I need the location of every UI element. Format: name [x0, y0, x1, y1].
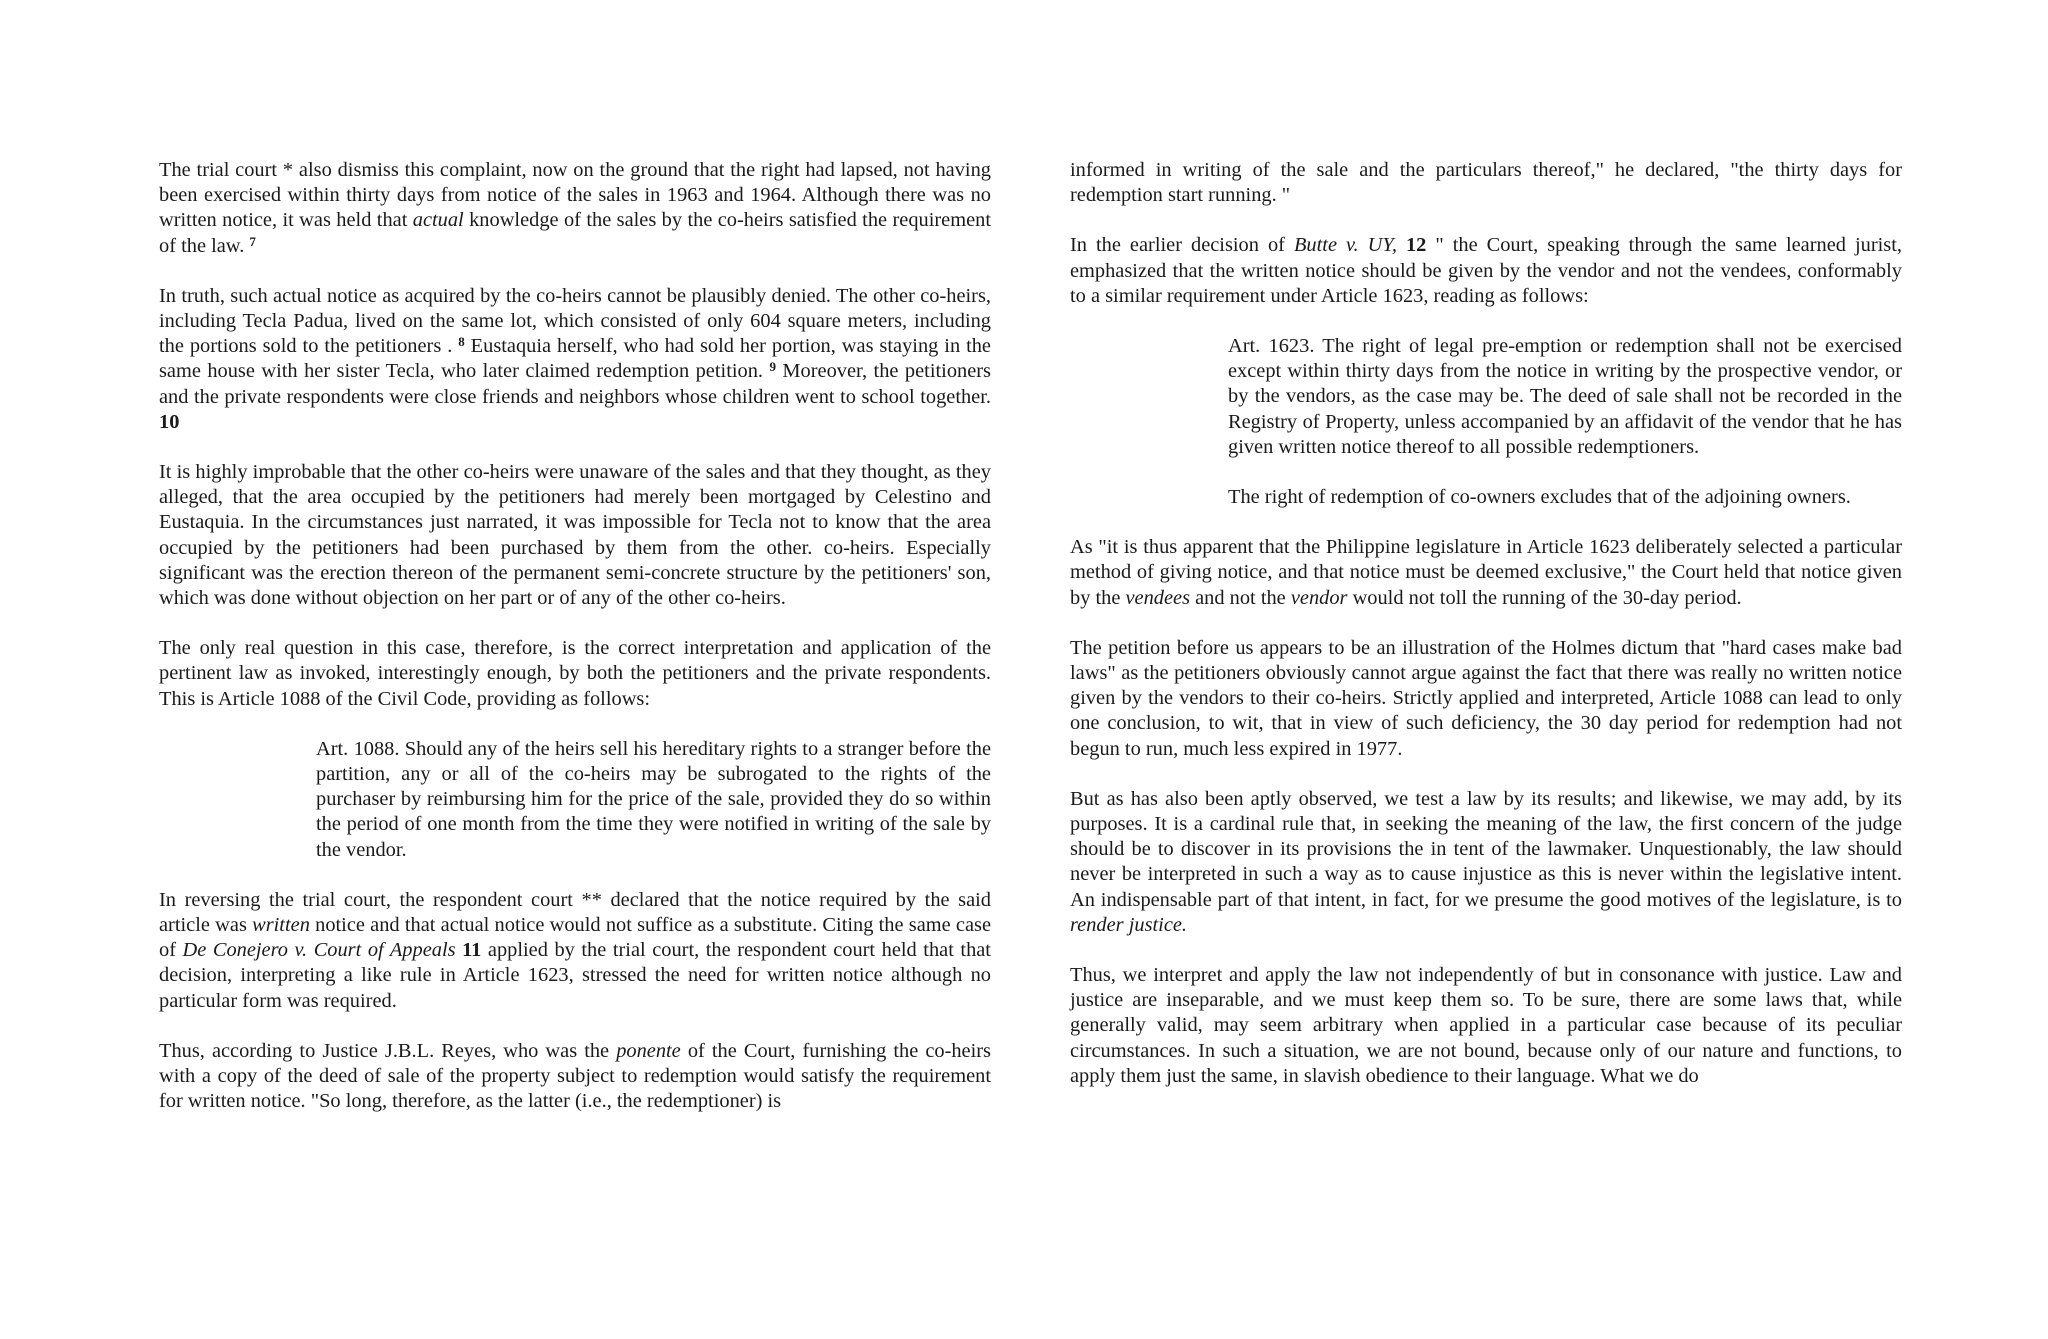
text-run: vendor — [1290, 586, 1348, 609]
paragraph — [159, 460, 991, 611]
text-run: Moreover, the petitioners and the private respondents were close friends and neighbors whose children went to school together. — [159, 360, 991, 408]
text-run: Art. 1623. The right of legal pre-emption or redemption shall not be exercised except within thirty days from the notice in writing by the prospective vendor, or by the vendors, as the case may be. The deed of sale shall not be recorded in the Registry of Property, unless accompanied by an affidavit of the vendor that he has given written notice thereof to all possible redemptioners. — [1228, 335, 1902, 458]
text-run: In reversing the trial court, the respondent court ** declared that the notice required by the said article was — [159, 888, 991, 937]
text-run: written — [252, 914, 310, 937]
text-run: In the earlier decision of — [1070, 234, 1294, 257]
text-run: " the Court, speaking through the same learned jurist, emphasized that the written notice should be given by the vendor and not the vendees, conformably to a similar requirement under Article 1623, reading as follows: — [1070, 234, 1902, 307]
text-run: of the Court, furnishing the co-heirs with a copy of the deed of sale of the property subject to redemption would satisfy the requirement for written notice. "So long, therefore, as the latter (i.e., the redemptioner) is — [159, 1039, 991, 1113]
text-run: actual — [412, 209, 464, 232]
text-run: Butte v. UY, — [1293, 234, 1397, 257]
paragraph — [1070, 963, 1902, 1089]
footnote-marker: 8 — [458, 334, 465, 350]
footnote-marker: 12 — [1405, 234, 1427, 257]
paragraph — [159, 284, 991, 435]
footnote-marker: 10 — [159, 410, 180, 433]
text-run: As "it is thus apparent that the Philippine legislature in Article 1623 deliberately selected a particular method of giving notice, and that notice must be deemed exclusive," the Court held that notice given by the — [1070, 536, 1902, 609]
paragraph — [1070, 636, 1902, 762]
text-run: informed in writing of the sale and the particulars thereof," he declared, "the thirty days for redemption start running. " — [1070, 159, 1902, 207]
text-run: Art. 1088. Should any of the heirs sell his hereditary rights to a stranger before the partition, any or all of the co-heirs may be subrogated to the rights of the purchaser by reimbursing him for the price of the sale, provided they do so within the period of one month from the time they were notified in writing of the sale by the vendor. — [316, 737, 991, 861]
text-run: De Conejero v. Court of Appeals — [182, 939, 456, 962]
paragraph — [1070, 535, 1902, 611]
footnote-marker: 9 — [769, 359, 776, 375]
paragraph — [159, 1039, 991, 1115]
text-run: render justice. — [1070, 913, 1188, 936]
text-run: The petition before us appears to be an illustration of the Holmes dictum that "hard cases make bad laws" as the petitioners obviously cannot argue against the fact that there was really no written notice given by the vendors to their co-heirs. Strictly applied and interpreted, Article 1088 can lead to only one conclusion, to wit, that in view of such deficiency, the 30 day period for redemption had not begun to run, much less expired in 1977. — [1070, 636, 1902, 760]
text-run: Thus, according to Justice J.B.L. Reyes, who was the — [159, 1039, 617, 1062]
paragraph — [1070, 233, 1902, 309]
paragraph — [1070, 158, 1902, 208]
text-run: The only real question in this case, therefore, is the correct interpretation and application of the pertinent law as invoked, interestingly enough, by both the petitioners and the private respondents. This is Article 1088 of the Civil Code, providing as follows: — [159, 637, 991, 710]
text-run: notice and that actual notice would not suffice as a substitute. Citing the same case of — [159, 914, 991, 962]
text-run: applied by the trial court, the respondent court held that that decision, interpreting a like rule in Article 1623, stressed the need for written notice although no particular form was required. — [159, 939, 991, 1012]
text-run: Eustaquia herself, who had sold her portion, was staying in the same house with her sister Tecla, who later claimed redemption petition. — [159, 335, 991, 383]
text-run: knowledge of the sales by the co-heirs satisfied the requirement of the law. — [159, 209, 991, 257]
footnote-marker: 11 — [462, 939, 482, 962]
block-quote — [1070, 334, 1902, 460]
block-quote — [1070, 485, 1902, 510]
paragraph — [1070, 787, 1902, 938]
paragraph — [159, 888, 991, 1014]
paragraph — [159, 636, 991, 712]
text-run: ponente — [616, 1039, 681, 1062]
text-run — [1397, 234, 1406, 256]
text-run: would not toll the running of the 30-day period. — [1347, 586, 1742, 609]
paragraph — [159, 158, 991, 259]
text-run: Thus, we interpret and apply the law not independently of but in consonance with justice. Law and justice are inseparable, and we must keep them so. To be sure, there are some laws that, while generally valid, may seem arbitrary when applied in a particular case because of its peculiar circumstances. In such a situation, we are not bound, because only of our nature and functions, to apply them just the same, in slavish obedience to their language. What we do — [1070, 964, 1902, 1087]
text-run: It is highly improbable that the other co-heirs were unaware of the sales and that they thought, as they alleged, that the area occupied by the petitioners had merely been mortgaged by Celestino and Eustaquia. In the circumstances just narrated, it was impossible for Tecla not to know that the area occupied by the petitioners had been purchased by them from the other. co-heirs. Especially significant was the erection thereon of the permanent semi-concrete structure by the petitioners' son, which was done without objection on her part or of any of the other co-heirs. — [159, 461, 991, 610]
block-quote — [159, 737, 991, 863]
text-run: and not the — [1190, 586, 1291, 609]
text-run: The trial court * also dismiss this complaint, now on the ground that the right had lapsed, not having been exercised within thirty days from notice of the sales in 1963 and 1964. Although there was no written notice, it was held that — [159, 159, 991, 232]
right-text-column — [1070, 158, 1902, 1114]
text-run: The right of redemption of co-owners excludes that of the adjoining owners. — [1228, 486, 1851, 509]
footnote-marker: 7 — [249, 233, 256, 249]
text-run: But as has also been aptly observed, we test a law by its results; and likewise, we may add, by its purposes. It is a cardinal rule that, in seeking the meaning of the law, the first concern of the judge should be to discover in its provisions the in tent of the lawmaker. Unquestionably, the law should never be interpreted in such a way as to cause injustice as this is never within the legislative intent. An indispensable part of that intent, in fact, for we presume the good motives of the legislature, is to — [1070, 787, 1902, 911]
left-text-column — [159, 158, 991, 1140]
text-run: In truth, such actual notice as acquired by the co-heirs cannot be plausibly denied. The other co-heirs, including Tecla Padua, lived on the same lot, which consisted of only 604 square meters, including the portions sold to the petitioners . — [159, 284, 991, 358]
text-run: vendees — [1125, 586, 1191, 609]
